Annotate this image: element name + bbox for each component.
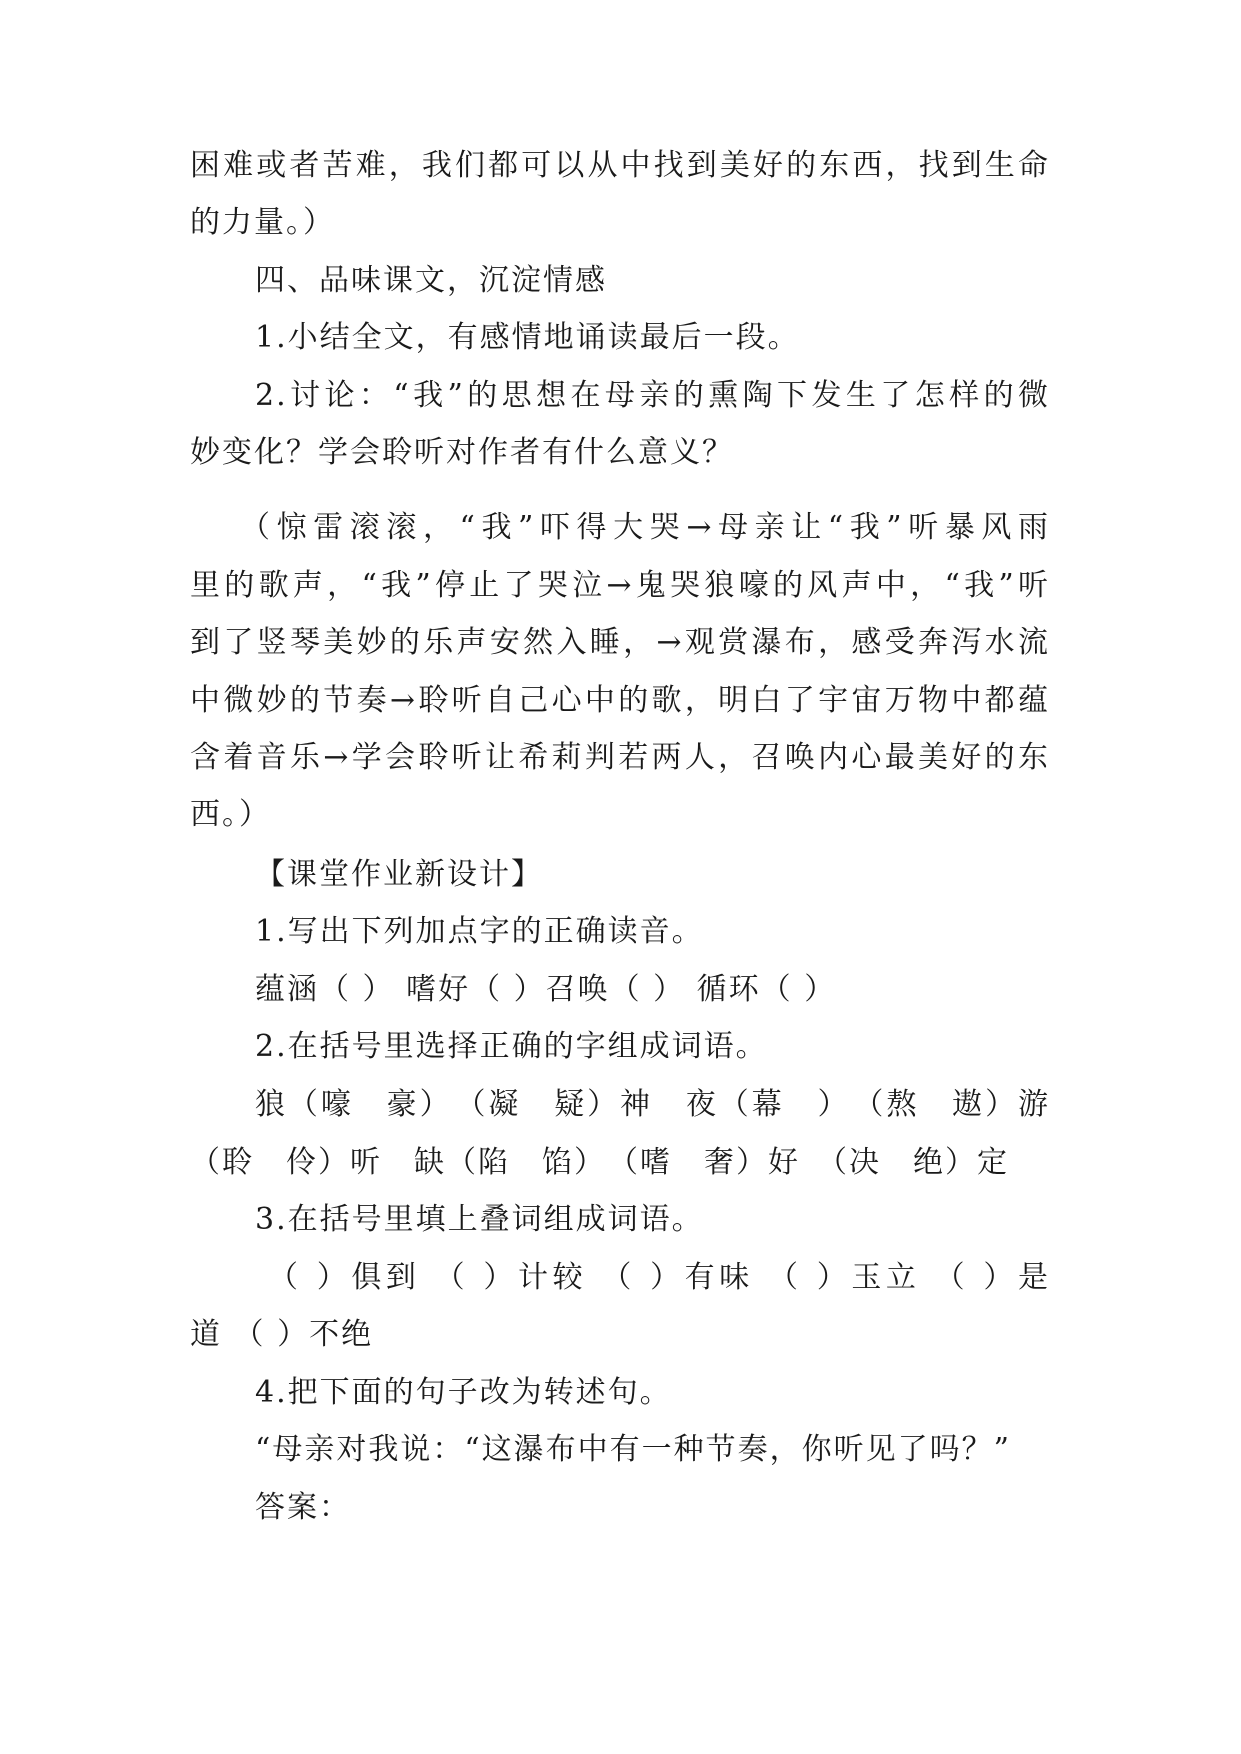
text-line: 1.小结全文，有感情地诵读最后一段。	[255, 320, 800, 355]
text-line: 含着音乐→学会聆听让希莉判若两人，召唤内心最美好的东	[190, 740, 1050, 775]
text-line: 中微妙的节奏→聆听自己心中的歌，明白了宇宙万物中都蕴	[190, 683, 1050, 718]
question-items: 狼（嚎 豪） （凝 疑）神 夜（幕 ） （熬 遨）游	[255, 1087, 1050, 1122]
question: 3.在括号里填上叠词组成词语。	[255, 1202, 704, 1237]
section-heading: 【课堂作业新设计】	[255, 857, 543, 892]
question-items: （聆 伶）听 缺（陷 馅） （嗜 奢）好 （决 绝）定	[190, 1145, 1009, 1180]
section-heading: 四、品味课文，沉淀情感	[255, 263, 607, 298]
text-line: 到了竖琴美妙的乐声安然入睡，→观赏瀑布，感受奔泻水流	[190, 625, 1050, 660]
question-items: （ ）俱到 （ ）计较 （ ）有味 （ ）玉立 （ ）是	[268, 1260, 1050, 1295]
text-line: （惊雷滚滚，“我”吓得大哭→母亲让“我”听暴风雨	[240, 510, 1050, 545]
text-line: 困难或者苦难，我们都可以从中找到美好的东西，找到生命	[190, 148, 1050, 183]
text-line: 西。）	[190, 797, 271, 832]
text-line: 妙变化？学会聆听对作者有什么意义？	[190, 435, 734, 470]
question-items: 蕴涵（ ） 嗜好（ ）召唤（ ） 循环（ ）	[255, 972, 837, 1007]
answer-label: 答案：	[255, 1490, 351, 1525]
question: 2.在括号里选择正确的字组成词语。	[255, 1029, 768, 1064]
quoted-sentence: “母亲对我说：“这瀑布中有一种节奏，你听见了吗？”	[255, 1432, 1012, 1467]
question: 4.把下面的句子改为转述句。	[255, 1375, 672, 1410]
question: 1.写出下列加点字的正确读音。	[255, 914, 704, 949]
text-line: 里的歌声，“我”停止了哭泣→鬼哭狼嚎的风声中，“我”听	[190, 568, 1050, 603]
question-items: 道 （ ）不绝	[190, 1317, 374, 1352]
text-line: 2.讨论：“我”的思想在母亲的熏陶下发生了怎样的微	[255, 378, 1050, 413]
text-line: 的力量。）	[190, 205, 335, 240]
